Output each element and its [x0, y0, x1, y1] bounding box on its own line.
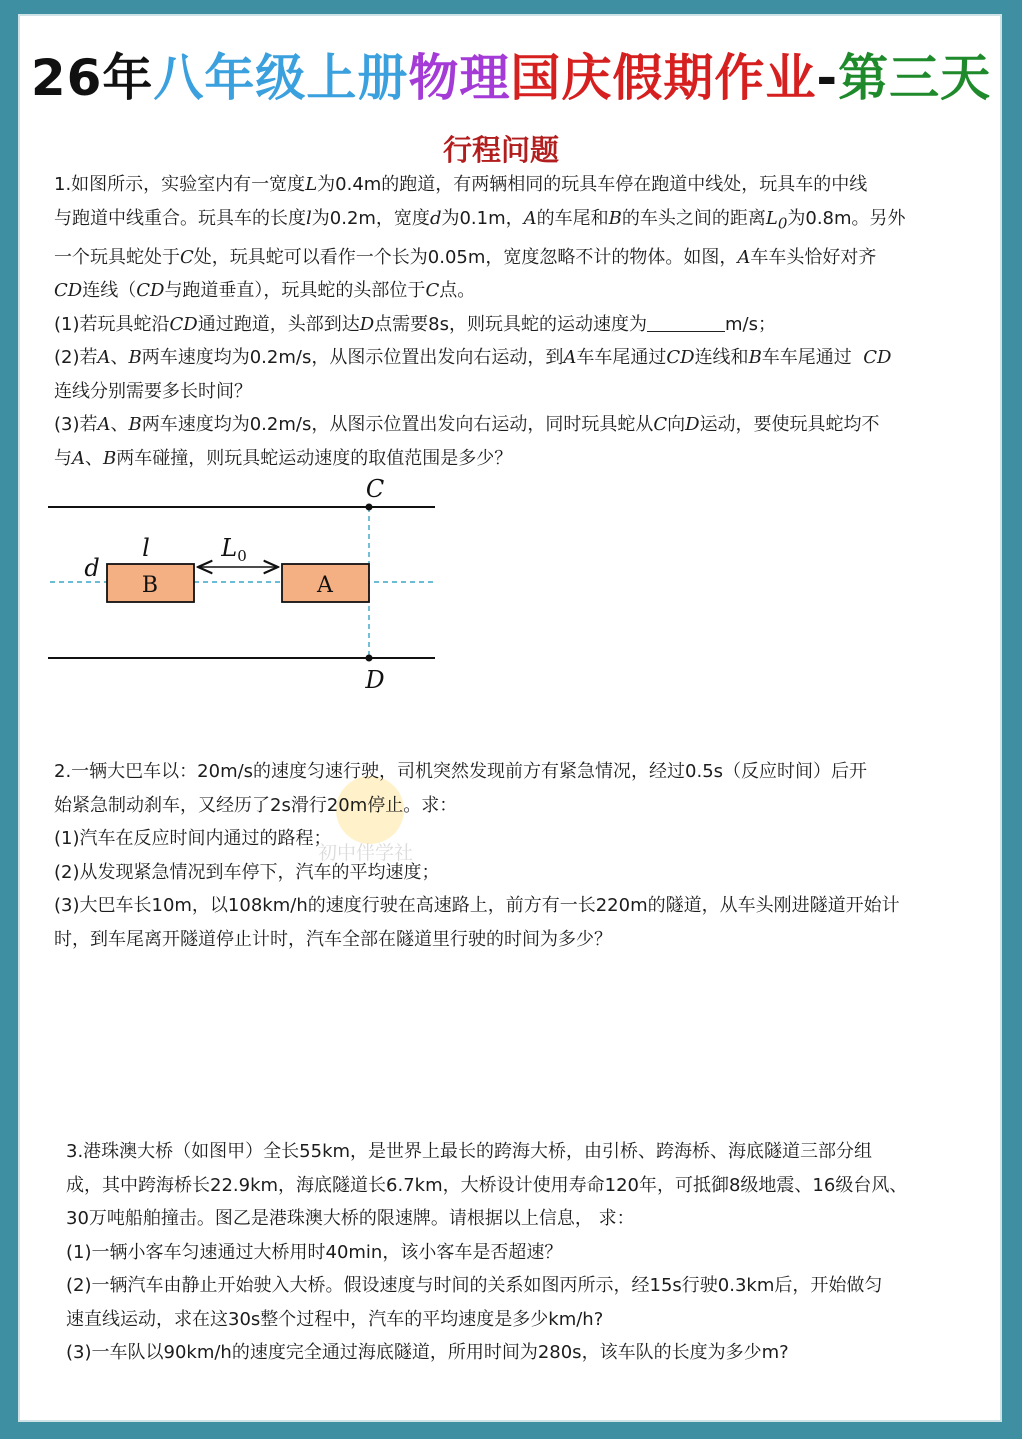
q2-line-1: 2.一辆大巴车以：20m/s的速度匀速行驶，司机突然发现前方有紧急情况，经过0.5s（反应时间）后开: [54, 761, 868, 782]
q1-line-2: 与跑道中线重合。玩具车的长度l为0.2m，宽度d为0.1m，A的车尾和B的车头之间的距离$L_0$为0.8m。另外: [54, 207, 906, 233]
point-c: [366, 504, 373, 511]
q1-part-3: (3)若A、B两车速度均为0.2m/s，从图示位置出发向右运动，同时玩具蛇从C向D运动，要使玩具蛇均不: [54, 414, 880, 436]
q1-part-2-cont: 连线分别需要多长时间？: [54, 380, 252, 402]
q3-line-5: (2)一辆汽车由静止开始驶入大桥。假设速度与时间的关系如图丙所示，经15s行驶0.3km后，开始做匀: [66, 1275, 883, 1296]
label-l: l: [142, 534, 150, 562]
watermark-text: 初中伴学社: [318, 842, 414, 864]
title-part-grade: 八年级上册: [153, 49, 409, 107]
q2-line-4: (2)从发现紧急情况到车停下，汽车的平均速度；: [54, 861, 440, 883]
point-d: [366, 655, 373, 662]
q3-line-4: (1)一辆小客车匀速通过大桥用时40min，该小客车是否超速？: [66, 1241, 563, 1263]
q3-line-7: (3)一车队以90km/h的速度完全通过海底隧道，所用时间为280s，该车队的长度为多少m?: [66, 1342, 789, 1363]
page-title: [0, 38, 1022, 110]
question-2: [54, 755, 964, 956]
q2-line-5: (3)大巴车长10m，以108km/h的速度行驶在高速路上，前方有一长220m的隧道，从车头刚进隧道开始计: [54, 895, 900, 916]
title-part-dash: -: [816, 49, 839, 107]
q1-part-2: (2)若A、B两车速度均为0.2m/s，从图示位置出发向右运动，到A车车尾通过CD连线和B车车尾通过 CD: [54, 347, 892, 369]
answer-blank[interactable]: [647, 311, 725, 332]
q2-line-2: 始紧急制动刹车，又经历了2s滑行20m停止。求：: [54, 794, 458, 816]
q1-line-1: 1.如图所示，实验室内有一宽度L为0.4m的跑道，有两辆相同的玩具车停在跑道中线处，玩具车的中线: [54, 174, 868, 195]
label-d: D: [365, 666, 385, 694]
q2-line-3: (1)汽车在反应时间内通过的路程；: [54, 828, 332, 849]
q1-part-3-cont: 与A、B两车碰撞，则玩具蛇运动速度的取值范围是多少？: [54, 447, 513, 469]
title-part-homework: 国庆假期作业: [510, 49, 817, 107]
title-part-year: 26年: [30, 49, 154, 107]
section-title: 行程问题: [442, 133, 559, 167]
question-3: [66, 1135, 976, 1370]
track-diagram: [40, 470, 450, 700]
q3-line-2: 成，其中跨海桥长22.9km，海底隧道长6.7km，大桥设计使用寿命120年，可抵御8级地震、16级台风、: [66, 1174, 908, 1196]
q2-line-6: 时，到车尾离开隧道停止计时，汽车全部在隧道里行驶的时间为多少？: [54, 928, 612, 950]
title-part-subject: 物理: [408, 49, 511, 107]
car-b-label: B: [141, 573, 159, 598]
label-c: C: [365, 475, 385, 503]
q3-line-3: 30万吨船舶撞击。图乙是港珠澳大桥的限速牌。请根据以上信息， 求：: [66, 1208, 635, 1229]
title-part-day: 第三天: [838, 49, 992, 107]
q1-line-4: CD连线（CD与跑道垂直），玩具蛇的头部位于C点。: [54, 280, 476, 302]
q1-line-3: 一个玩具蛇处于C处，玩具蛇可以看作一个长为0.05m，宽度忽略不计的物体。如图，A车车头恰好对齐: [54, 246, 877, 268]
q3-line-1: 3.港珠澳大桥（如图甲）全长55km，是世界上最长的跨海大桥，由引桥、跨海桥、海底隧道三部分组: [66, 1141, 873, 1162]
label-l0: $L_0$: [221, 534, 247, 565]
car-a-label: A: [317, 573, 333, 598]
q3-line-6: 速直线运动，求在这30s整个过程中，汽车的平均速度是多少km/h?: [66, 1308, 604, 1330]
question-1: [54, 168, 964, 475]
label-d-width: d: [84, 554, 100, 582]
q1-part-1: (1)若玩具蛇沿CD通过跑道，头部到达D点需要8s，则玩具蛇的运动速度为 m/s；: [54, 308, 964, 342]
